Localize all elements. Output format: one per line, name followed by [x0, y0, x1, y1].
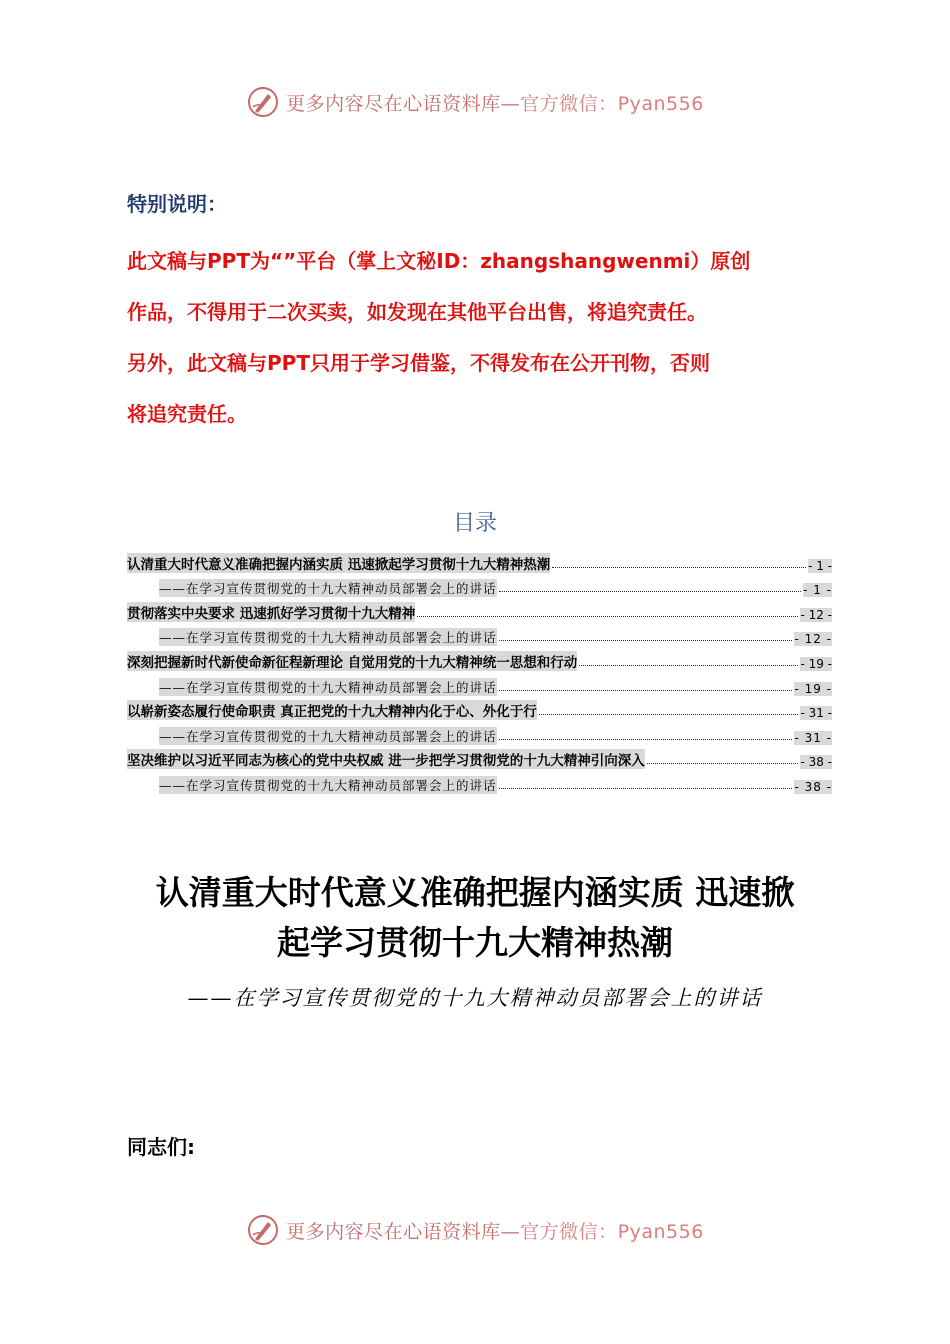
article-title — [0, 868, 950, 968]
pen-logo-icon — [246, 85, 280, 119]
toc-entry[interactable] — [127, 548, 832, 573]
toc-leader — [499, 640, 793, 641]
toc-entry[interactable] — [127, 745, 832, 770]
notice-line: 此文稿与PPT为“”平台（掌上文秘ID：zhangshangwenmi）原创 — [127, 249, 751, 273]
toc-entry-text: ——在学习宣传贯彻党的十九大精神动员部署会上的讲话 — [159, 777, 497, 793]
banner-site-name: 更多内容尽在心语资料库 — [286, 92, 501, 115]
banner-text — [286, 89, 704, 116]
toc-entry-page: - 38 - — [800, 755, 832, 770]
banner-separator: — — [500, 1220, 521, 1243]
toc-leader — [499, 690, 793, 691]
notice-title: 特别说明： — [127, 192, 227, 216]
banner-separator: — — [500, 92, 521, 115]
article-greeting: 同志们: — [127, 1135, 195, 1159]
banner-site-name: 更多内容尽在心语资料库 — [286, 1220, 501, 1243]
toc-entry[interactable] — [127, 646, 832, 671]
banner-text — [286, 1217, 704, 1244]
banner-wechat: 官方微信：Pyan556 — [520, 92, 704, 115]
toc-entry-text: ——在学习宣传贯彻党的十九大精神动员部署会上的讲话 — [159, 728, 497, 744]
notice-line: 作品，不得用于二次买卖，如发现在其他平台出售，将追究责任。 — [127, 300, 707, 324]
toc-entry-text: ——在学习宣传贯彻党的十九大精神动员部署会上的讲话 — [159, 581, 497, 597]
toc-entry[interactable] — [127, 597, 832, 622]
notice-line: 将追究责任。 — [127, 402, 247, 426]
toc-entry-text: 深刻把握新时代新使命新征程新理论 自觉用党的十九大精神统一思想和行动 — [127, 651, 577, 671]
toc-leader — [539, 714, 799, 715]
toc-entry-text: 坚决维护以习近平同志为核心的党中央权威 进一步把学习贯彻党的十九大精神引向深入 — [127, 749, 645, 769]
toc-entry-page: - 1 - — [808, 558, 832, 573]
notice-line: 另外，此文稿与PPT只用于学习借鉴，不得发布在公开刊物，否则 — [127, 351, 710, 375]
pen-logo-icon — [246, 1213, 280, 1247]
banner-content — [246, 85, 704, 119]
toc-entry[interactable] — [127, 696, 832, 721]
article-title-line: 起学习贯彻十九大精神热潮 — [277, 923, 673, 962]
toc-leader — [417, 616, 798, 617]
toc-title: 目录 — [452, 511, 497, 536]
toc-entry-page: - 19 - — [794, 681, 832, 696]
toc-entry-page: - 19 - — [800, 656, 832, 671]
toc-leader — [499, 788, 793, 789]
toc-entry-page: - 12 - — [800, 607, 832, 622]
toc-entry-page: - 1 - — [803, 583, 832, 598]
toc-entry-page: - 12 - — [794, 632, 832, 647]
footer-banner — [0, 1210, 950, 1250]
banner-wechat: 官方微信：Pyan556 — [520, 1220, 704, 1243]
article-subtitle: ——在学习宣传贯彻党的十九大精神动员部署会上的讲话 — [187, 986, 763, 1010]
toc-entry-text: 认清重大时代意义准确把握内涵实质 迅速掀起学习贯彻十九大精神热潮 — [127, 553, 550, 573]
toc-entry-page: - 38 - — [794, 779, 832, 794]
toc-subentry[interactable] — [127, 622, 832, 647]
table-of-contents — [127, 548, 832, 794]
toc-subentry[interactable] — [127, 769, 832, 794]
toc-subentry[interactable] — [127, 573, 832, 598]
notice-body — [127, 236, 827, 440]
toc-entry-text: 以崭新姿态履行使命职责 真正把党的十九大精神内化于心、外化于行 — [127, 700, 537, 720]
toc-subentry[interactable] — [127, 671, 832, 696]
toc-subentry[interactable] — [127, 720, 832, 745]
toc-leader — [552, 567, 806, 568]
toc-entry-page: - 31 - — [800, 706, 832, 721]
article-title-line: 认清重大时代意义准确把握内涵实质 迅速掀 — [155, 873, 795, 912]
toc-leader — [499, 739, 793, 740]
toc-leader — [647, 763, 799, 764]
header-banner — [0, 82, 950, 122]
toc-leader — [499, 591, 802, 592]
banner-content — [246, 1213, 704, 1247]
toc-entry-page: - 31 - — [794, 730, 832, 745]
toc-entry-text: ——在学习宣传贯彻党的十九大精神动员部署会上的讲话 — [159, 630, 497, 646]
toc-leader — [579, 665, 798, 666]
toc-entry-text: 贯彻落实中央要求 迅速抓好学习贯彻十九大精神 — [127, 602, 415, 622]
toc-entry-text: ——在学习宣传贯彻党的十九大精神动员部署会上的讲话 — [159, 679, 497, 695]
